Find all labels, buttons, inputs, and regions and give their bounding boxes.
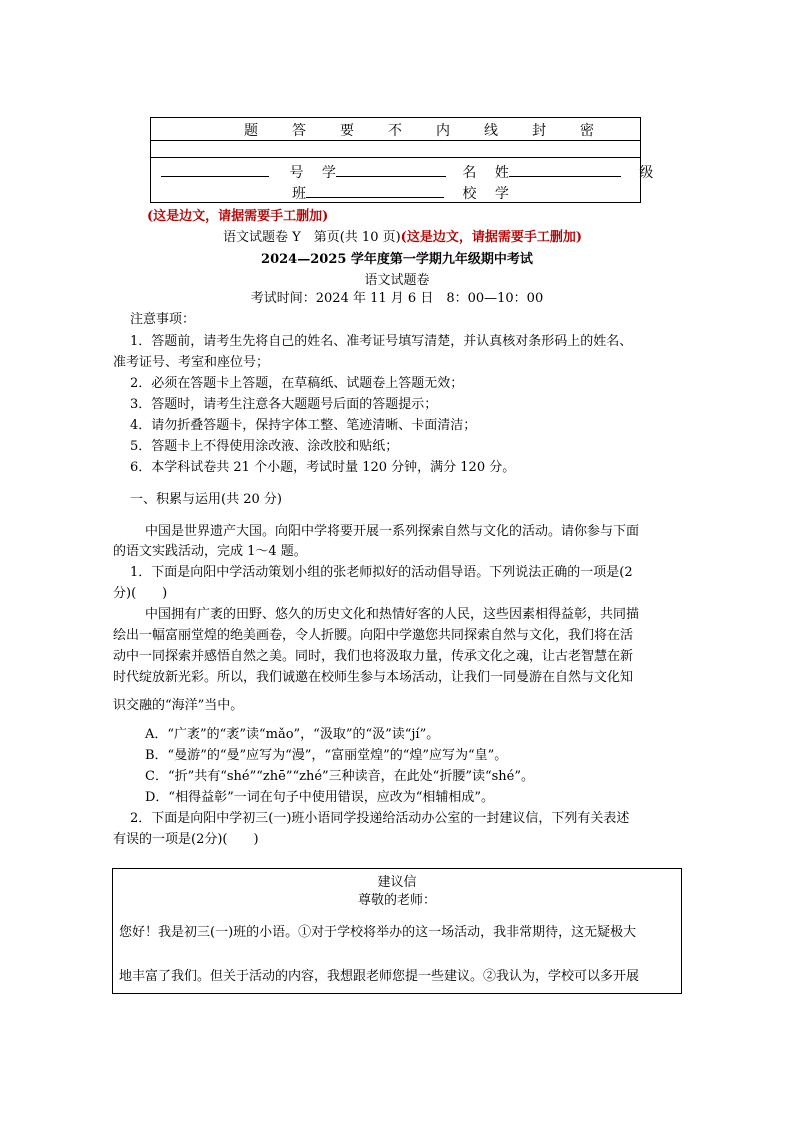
passage-line: 识交融的“海洋”当中。 (113, 698, 244, 713)
letter-salutation: 尊敬的老师： (357, 893, 436, 908)
seal-char: 题 (244, 123, 258, 139)
notice-item: 准考证号、考室和座位号； (113, 355, 270, 370)
class-field[interactable] (306, 184, 444, 198)
option-d: D．“相得益彰”一词在句子中使用错误，应改为“相辅相成”。 (145, 790, 495, 805)
letter-body-line: 地丰富了我们。但关于活动的内容，我想跟老师您提一些建议。②我认为，学校可以多开展 (119, 969, 640, 984)
seal-char: 密 (580, 123, 594, 139)
option-b: B．“曼游”的“曼”应写为“漫”，“富丽堂煌”的“煌”应写为“皇”。 (145, 748, 508, 763)
intro-line: 中国是世界遗产大国。向阳中学将要开展一系列探索自然与文化的活动。请你参与下面 (145, 524, 640, 539)
section-heading: 一、积累与运用(共 20 分) (130, 492, 282, 507)
exam-time: 考试时间：2024 年 11 月 6 日 8：00—10：00 (250, 291, 544, 306)
seal-line-2 (161, 162, 653, 182)
option-a: A．“广袤”的“袤”读“mǎo”，“汲取”的“汲”读“jí”。 (145, 727, 440, 742)
seal-line-3 (292, 183, 509, 203)
question-2-line: 2．下面是向阳中学初三(一)班小语同学投递给活动办公室的一封建议信，下列有关表述 (130, 811, 630, 826)
edge-note: (这是边文，请据需要手工删加) (147, 209, 329, 224)
seal-label: 学 (494, 186, 509, 202)
seal-row-blank (151, 140, 640, 158)
seal-label: 姓 (494, 165, 509, 181)
notice-item: 4．请勿折叠答题卡，保持字体工整、笔迹清晰、卡面清洁； (130, 418, 477, 433)
seal-char: 不 (388, 123, 402, 139)
question-2-line: 有误的一项是(2分)( ) (113, 832, 259, 847)
seal-box (150, 117, 654, 203)
question-1-line: 1．下面是向阳中学活动策划小组的张老师拟好的活动倡导语。下列说法正确的一项是(2 (130, 565, 633, 580)
passage-line: 绘出一幅富丽堂煌的绝美画卷，令人折腰。向阳中学邀您共同探索自然与文化，我们将在活 (113, 628, 634, 643)
notice-item: 5．答题卡上不得使用涂改液、涂改胶和贴纸； (130, 439, 399, 454)
question-1-line: 分)( ) (113, 586, 168, 601)
seal-label: 校 (462, 186, 477, 202)
seal-label: 班 (292, 186, 306, 202)
passage-line: 时代绽放新光彩。所以，我们诚邀在校师生参与本场活动，让我们一同曼游在自然与文化知 (113, 670, 634, 685)
header-line (223, 226, 582, 245)
letter-body-line: 您好！我是初三(一)班的小语。①对于学校将举办的这一场活动，我非常期待，这无疑极大 (119, 925, 637, 940)
name-field[interactable] (509, 163, 621, 177)
seal-label: 号 (289, 165, 304, 181)
notice-item: 1．答题前，请考生先将自己的姓名、准考证号填写清楚，并认真核对条形码上的姓名、 (130, 334, 633, 349)
notice-item: 6．本学科试卷共 21 个小题，考试时量 120 分钟，满分 120 分。 (130, 460, 516, 475)
seal-label: 学 (321, 165, 336, 181)
seal-char: 答 (292, 123, 306, 139)
student-id-field[interactable] (336, 163, 446, 177)
passage-line: 动中一同探索并感悟自然之美。同时，我们也将汲取力量，传承文化之魂，让古老智慧在新 (113, 649, 634, 664)
notice-item: 3．答题时，请考生注意各大题题号后面的答题提示； (130, 397, 438, 412)
seal-char: 要 (340, 123, 354, 139)
letter-box (112, 868, 682, 994)
notice-title: 注意事项： (130, 312, 196, 327)
page-header-text: 语文试题卷 Y 第页(共 10 页) (223, 230, 401, 245)
intro-line: 的语文实践活动，完成 1～4 题。 (113, 544, 307, 559)
edge-note-inline: (这是边文，请据需要手工删加) (400, 230, 582, 245)
seal-char: 封 (532, 123, 546, 139)
letter-title: 建议信 (377, 875, 417, 890)
notice-item: 2．必须在答题卡上答题，在草稿纸、试题卷上答题无效； (130, 376, 464, 391)
exam-title: 2024—2025 学年度第一学期九年级期中考试 (261, 252, 533, 267)
seal-row-top (151, 118, 640, 141)
seal-label: 级 (639, 165, 654, 181)
seal-char: 线 (484, 123, 498, 139)
option-c: C．“折”共有“shé”“zhē”“zhé”三种读音，在此处“折腰”读“shé”。 (145, 769, 535, 784)
passage-line: 中国拥有广袤的田野、悠久的历史文化和热情好客的人民，这些因素相得益彰，共同描 (145, 607, 640, 622)
exam-subtitle: 语文试题卷 (364, 273, 430, 288)
seal-label: 名 (462, 165, 477, 181)
seal-char: 内 (436, 123, 450, 139)
